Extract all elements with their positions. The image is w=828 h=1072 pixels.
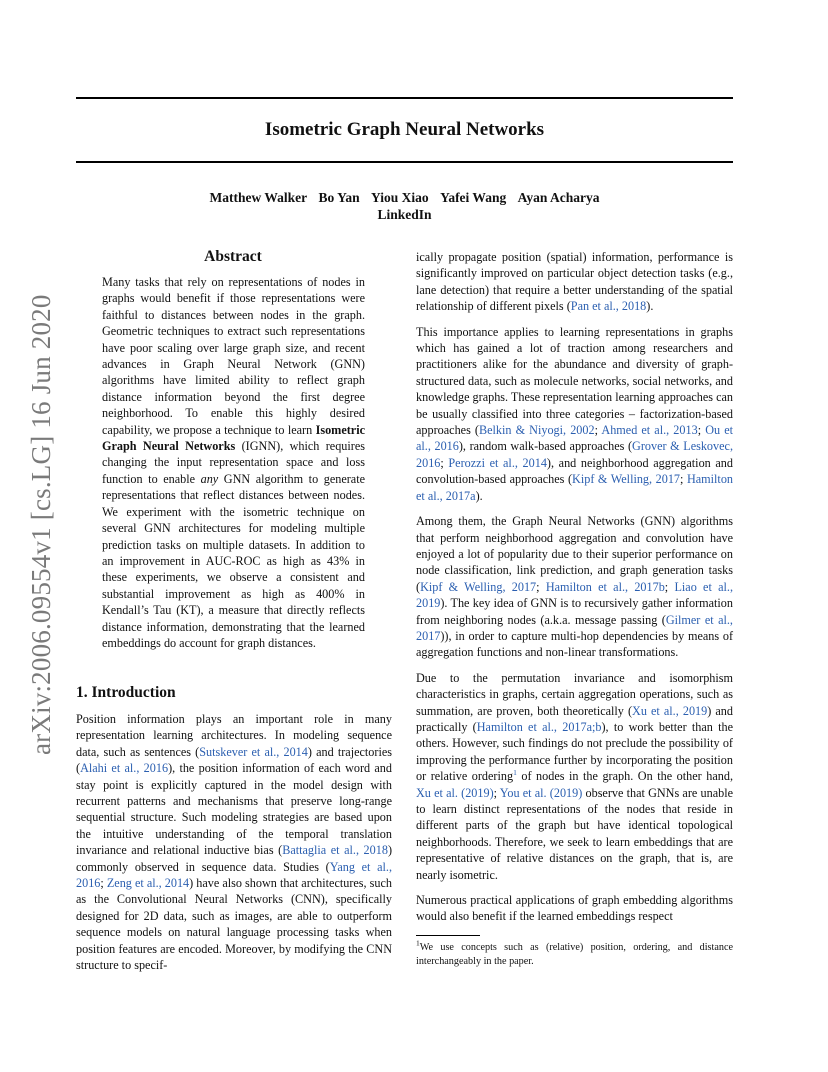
citation-link[interactable]: Battaglia et al., 2018 [282,843,388,858]
footnote [416,938,733,968]
citation-link[interactable]: Grover & Leskovec, 2016 [416,439,733,470]
paper-title: Isometric Graph Neural Networks [264,119,545,140]
citation-link[interactable]: Kipf & Welling, 2017 [572,472,681,487]
author-name: Yiou Xiao [371,190,429,205]
author-name: Bo Yan [318,190,360,205]
author-list [76,189,733,206]
footnote-number: 1 [416,938,420,948]
citation-link[interactable]: Liao et al., 2019 [416,579,733,611]
author-name: Ayan Acharya [517,190,600,205]
citation-link[interactable]: Alahi et al., 2016 [80,761,169,776]
citation-link[interactable]: You et al. (2019) [499,785,583,800]
citation-link[interactable]: Yang et al., 2016 [76,859,392,891]
citation-link[interactable]: Xu et al. (2019) [416,785,494,800]
section-heading-introduction: 1. Introduction [76,684,176,701]
author-name: Matthew Walker [209,190,308,205]
citation-link[interactable]: Hamilton et al., 2017a;b [476,719,602,734]
citation-link[interactable]: Ahmed et al., 2013 [601,423,698,438]
abstract-body [102,274,365,651]
author-block [76,189,733,223]
citation-link[interactable]: Xu et al., 2019 [632,703,708,718]
citation-link[interactable]: Gilmer et al., 2017 [416,612,733,643]
introduction-body [76,711,392,974]
abstract-paragraph: Many tasks that rely on representations of nodes in graphs would benefit if those representations were faithful to distances between nodes in the graph. Geometric techniques to extract such representations have poor scaling over large graph size, and recent advances in Graph Neural Network (GNN) algorithms have limited ability to reflect graph distance information beyond the first degree neighborhood. To enable this highly desired capability, we propose a technique to learn Isometric Graph Neural Networks (IGNN), which requires changing the input representation space and loss function to enable any GNN algorithm to generate representations that reflect distances between nodes. We experiment with the isometric technique on several GNN architectures for modeling multiple prediction tasks on multiple datasets. In addition to an improvement in AUC-ROC as high as 43% in these experiments, we observe a consistent and substantial improvement as high as 400% in Kendall’s Tau (KT), a measure that directly reflects distance information, demonstrating that the learned embeddings do account for graph distances. [102,275,366,650]
body-paragraph: This importance applies to learning representations in graphs which has gained a lot of traction among researchers and practitioners alike for the abundance and diversity of graph-structured data, such as molecule networks, social networks, and knowledge graphs. These representation learning approaches can be usually classified into three categories – factorization-based approaches (Belkin & Niyogi, 2002; Ahmed et al., 2013; Ou et al., 2016), random walk-based approaches (Grover & Leskovec, 2016; Perozzi et al., 2014), and neighborhood aggregation and convolution-based approaches (Kipf & Welling, 2017; Hamilton et al., 2017a). [416,324,734,503]
affiliation: LinkedIn [377,207,432,222]
footnote-marker[interactable]: 1 [513,768,517,778]
emphasis: any [200,471,219,486]
method-name: Isometric Graph Neural Networks [102,422,365,454]
right-column [416,249,733,925]
intro-paragraph: Position information plays an important role in many representation learning architectures. In modeling sequence data, such as sentences (Sutskever et al., 2014) and trajectories (Alahi et al., 2016), the position information of each word and stay point is explicitly captured in the model design with recurrent patterns and mechanisms that preserve long-range sequential structure. Such modeling strategies are based upon the intuitive understanding of the temporal translation invariance and relational inductive bias (Battaglia et al., 2018) commonly observed in sequence data. Studies (Yang et al., 2016; Zeng et al., 2014) have also shown that architectures, such as the Convolutional Neural Networks (CNN), specifically designed for 2D data, such as images, are able to outperform sequence models on natural language processing tasks when position features are encoded. Moreover, by modifying the CNN structure to specif- [76,712,393,973]
author-name: Yafei Wang [440,190,507,205]
body-paragraph: Due to the permutation invariance and isomorphism characteristics in graphs, certain aggregation operations, such as summation, are proven, both theoretically (Xu et al., 2019) and practically (Hamilton et al., 2017a;b), to work better than the others. However, such findings do not preclude the possibility of improving the performance further by incorporating the position or relative ordering$^1$ of nodes in the graph. On the other hand, Xu et al. (2019); You et al. (2019) observe that GNNs are unable to learn distinct representations of the nodes that reside in different parts of the graph but have identical topological neighborhoods. Therefore, we seek to learn embeddings that are representative of relative distances on the graph, that is, are nearly isometric. [416,670,733,882]
citation-link[interactable]: Zeng et al., 2014 [106,876,190,891]
footnote-rule [416,935,480,936]
footnote-text: We use concepts such as (relative) position, ordering, and distance interchangeably in the paper. [416,942,733,967]
body-paragraph: Among them, the Graph Neural Networks (GNN) algorithms that perform neighborhood aggregation and convolution have enjoyed a lot of popularity due to their superior performance on node classification, link prediction, and graph generation tasks (Kipf & Welling, 2017; Hamilton et al., 2017b; Liao et al., 2019). The key idea of GNN is to recursively gather information from neighboring nodes (a.k.a. message passing (Gilmer et al., 2017)), in order to capture multi-hop dependencies by means of aggregation functions and non-linear transformations. [416,514,733,660]
title-rule-top [76,97,733,99]
body-paragraph: ically propagate position (spatial) information, performance is significantly improved on particular object detection tasks (e.g., lane detection) that require a better understanding of the spatial relationship of different pixels (Pan et al., 2018). [416,250,733,314]
citation-link[interactable]: Hamilton et al., 2017b [545,579,665,594]
citation-link[interactable]: Perozzi et al., 2014 [448,455,547,470]
citation-link[interactable]: Ou et al., 2016 [416,423,733,454]
citation-link[interactable]: Belkin & Niyogi, 2002 [478,423,595,438]
citation-link[interactable]: Hamilton et al., 2017a [416,472,734,503]
citation-link[interactable]: Pan et al., 2018 [570,299,647,314]
title-rule-bottom [76,161,733,163]
abstract-heading: Abstract [204,248,262,265]
body-paragraph: Numerous practical applications of graph embedding algorithms would also benefit if the learned embeddings respect [416,893,733,924]
citation-link[interactable]: Kipf & Welling, 2017 [420,579,537,594]
arxiv-sidebar-stamp: arXiv:2006.09554v1 [cs.LG] 16 Jun 2020 [26,294,56,755]
citation-link[interactable]: Sutskever et al., 2014 [199,744,308,759]
